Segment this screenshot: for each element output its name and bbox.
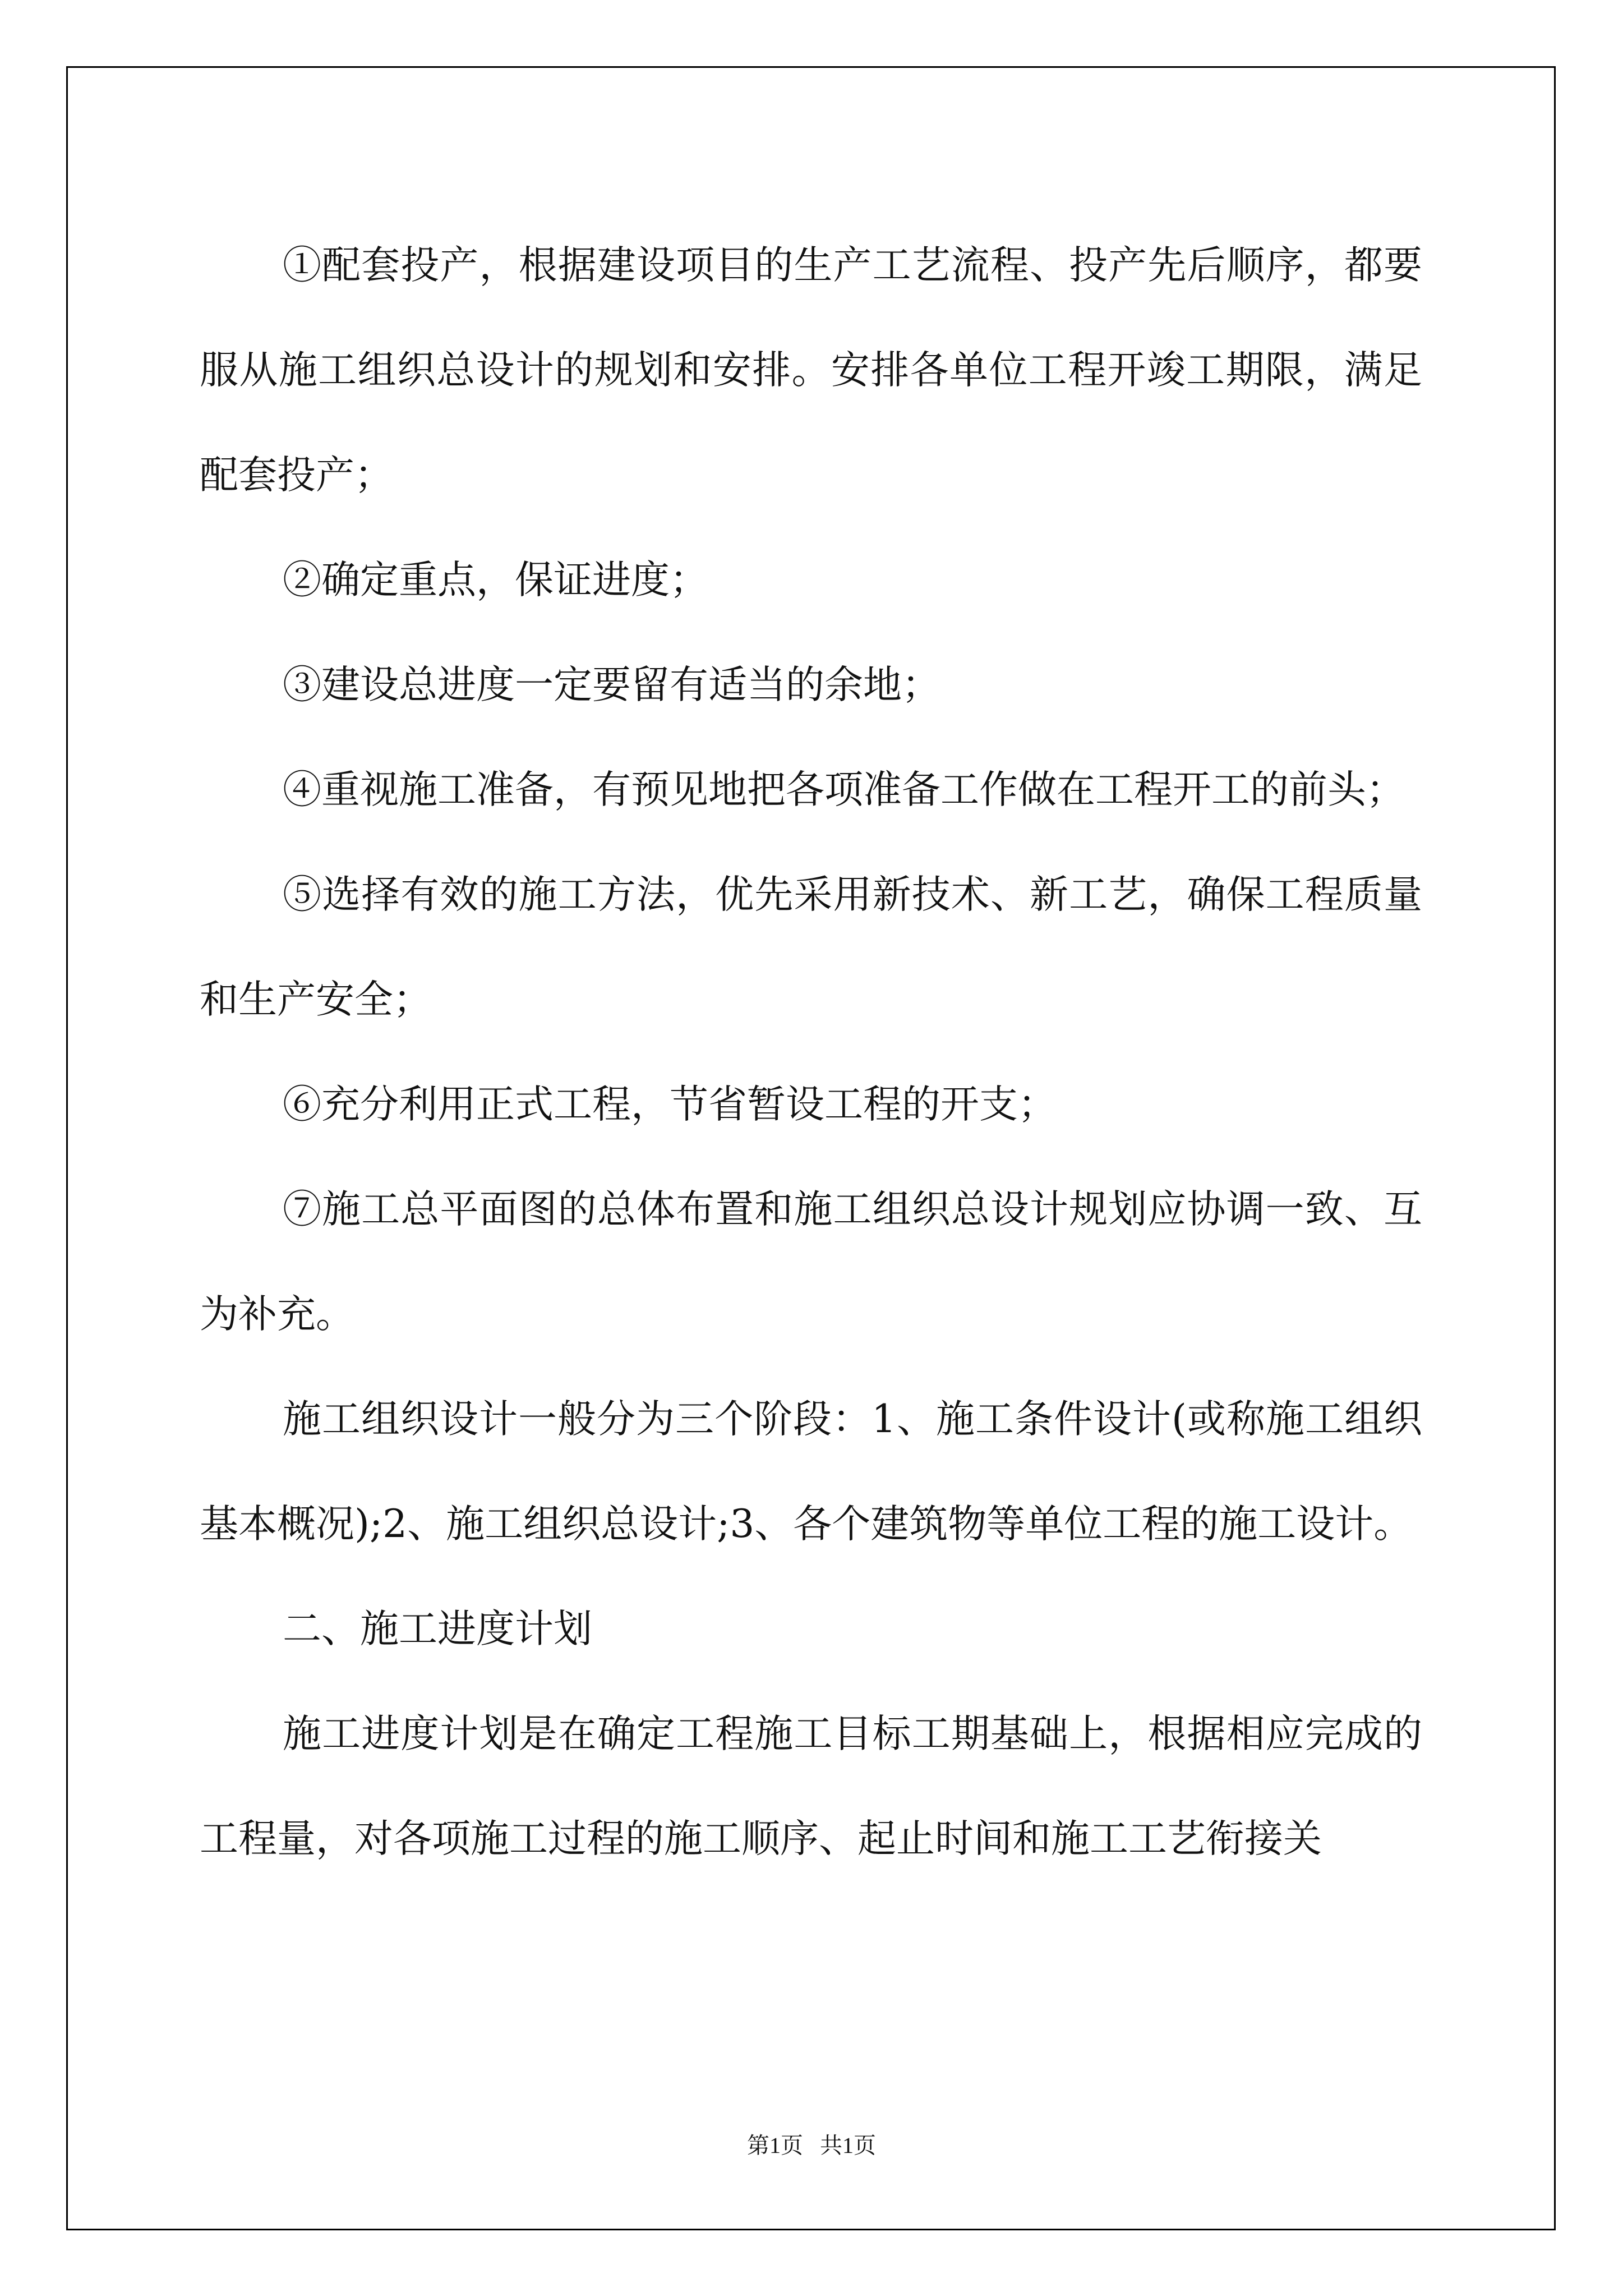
paragraph-7: ⑦施工总平面图的总体布置和施工组织总设计规划应协调一致、互为补充。: [200, 1187, 1422, 1337]
document-body: [200, 213, 1422, 1892]
paragraph-8: 施工组织设计一般分为三个阶段：1、施工条件设计(或称施工组织基本概况);2、施工组织总设计;3、各个建筑物等单位工程的施工设计。: [200, 1397, 1422, 1547]
paragraph-6: ⑥充分利用正式工程，节省暂设工程的开支；: [283, 1082, 1057, 1127]
paragraph-1: ①配套投产，根据建设项目的生产工艺流程、投产先后顺序，都要服从施工组织总设计的规划和安排。安排各单位工程开竣工期限，满足配套投产；: [200, 243, 1422, 498]
page-total: 共1页: [820, 2133, 876, 2158]
page-number: 第1页: [747, 2133, 803, 2158]
paragraph-4: ④重视施工准备，有预见地把各项准备工作做在工程开工的前头；: [283, 767, 1405, 812]
section-heading: 二、施工进度计划: [283, 1607, 592, 1651]
page-footer: [0, 2128, 1623, 2160]
paragraph-2: ②确定重点，保证进度；: [283, 558, 708, 602]
paragraph-3: ③建设总进度一定要留有适当的余地；: [283, 662, 940, 707]
paragraph-10: 施工进度计划是在确定工程施工目标工期基础上，根据相应完成的工程量，对各项施工过程的施工顺序、起止时间和施工工艺衔接关: [200, 1711, 1422, 1861]
paragraph-5: ⑤选择有效的施工方法，优先采用新技术、新工艺，确保工程质量和生产安全；: [200, 872, 1422, 1022]
